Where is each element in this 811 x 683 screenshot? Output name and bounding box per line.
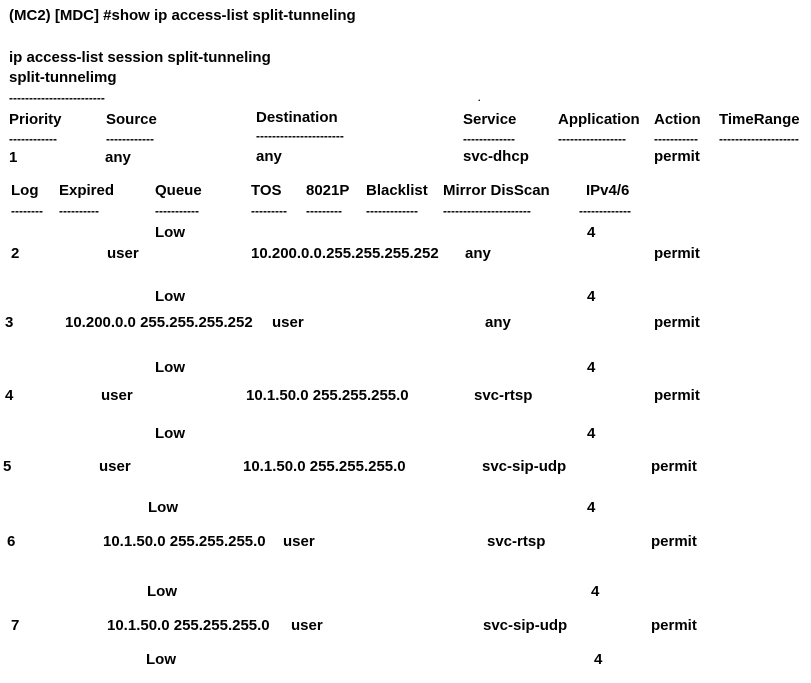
- header-expired-rule: ----------: [59, 206, 99, 216]
- header-8021p-rule: ---------: [306, 206, 342, 216]
- header-blacklist-rule: -------------: [366, 206, 418, 216]
- header-service-rule: -------------: [463, 134, 515, 144]
- row-5-service: svc-sip-udp: [482, 458, 567, 475]
- row-4-service: svc-rtsp: [474, 387, 533, 404]
- row-5-priority: 5: [3, 458, 12, 475]
- header-mirror-disscan: Mirror DisScan: [443, 182, 550, 199]
- row-6-action: permit: [651, 533, 697, 550]
- header-source: Source: [106, 111, 157, 128]
- row-5-source: user: [99, 458, 131, 475]
- row-6-destination: user: [283, 533, 315, 550]
- row-5-destination: 10.1.50.0 255.255.255.0: [243, 458, 406, 475]
- row-7-action: permit: [651, 617, 697, 634]
- row-3-action: permit: [654, 314, 700, 331]
- row-1-service: svc-dhcp: [463, 148, 529, 165]
- row-2-source: user: [107, 245, 139, 262]
- row-1-ipv: 4: [587, 224, 596, 241]
- row-7-ipv: 4: [594, 651, 603, 668]
- row-7-service: svc-sip-udp: [483, 617, 568, 634]
- header-log-rule: --------: [11, 206, 43, 216]
- header-tos-rule: ---------: [251, 206, 287, 216]
- row-4-destination: 10.1.50.0 255.255.255.0: [246, 387, 409, 404]
- header-source-rule: ------------: [106, 134, 154, 144]
- header-service: Service: [463, 111, 517, 128]
- header-priority: Priority: [9, 111, 62, 128]
- header-destination-rule: ----------------------: [256, 131, 344, 141]
- command-line: (MC2) [MDC] #show ip access-list split-tunneling: [9, 7, 356, 24]
- row-5-action: permit: [651, 458, 697, 475]
- row-7-source: 10.1.50.0 255.255.255.0: [107, 617, 270, 634]
- row-4-ipv: 4: [587, 425, 596, 442]
- row-4-action: permit: [654, 387, 700, 404]
- row-6-queue: Low: [147, 583, 177, 600]
- row-1-priority: 1: [9, 149, 18, 166]
- header-ipv: IPv4/6: [586, 182, 630, 199]
- row-7-queue: Low: [146, 651, 176, 668]
- row-7-destination: user: [291, 617, 323, 634]
- row-1-destination: any: [256, 148, 282, 165]
- header-ipv-rule: -------------: [579, 206, 631, 216]
- header-priority-rule: ------------: [9, 134, 57, 144]
- row-2-action: permit: [654, 245, 700, 262]
- row-3-destination: user: [272, 314, 304, 331]
- row-2-ipv: 4: [587, 288, 596, 305]
- row-4-priority: 4: [5, 387, 14, 404]
- row-3-ipv: 4: [587, 359, 596, 376]
- acl-name-rule: ------------------------: [9, 93, 105, 103]
- header-destination: Destination: [256, 109, 338, 126]
- row-3-source: 10.200.0.0 255.255.255.252: [65, 314, 253, 331]
- row-1-action: permit: [654, 148, 700, 165]
- row-3-priority: 3: [5, 314, 14, 331]
- header-expired: Expired: [59, 182, 115, 199]
- acl-name: split-tunnelimg: [9, 69, 117, 86]
- header-action: Action: [654, 111, 701, 128]
- row-6-priority: 6: [7, 533, 16, 550]
- row-3-queue: Low: [155, 359, 185, 376]
- acl-title: ip access-list session split-tunneling: [9, 49, 271, 66]
- header-mirror-disscan-rule: ----------------------: [443, 206, 531, 216]
- stray-dot: .: [478, 93, 481, 103]
- header-timerange-rule: --------------------: [719, 134, 799, 144]
- header-blacklist: Blacklist: [366, 182, 428, 199]
- row-4-source: user: [101, 387, 133, 404]
- header-queue: Queue: [155, 182, 202, 199]
- row-5-ipv: 4: [587, 499, 596, 516]
- header-8021p: 8021P: [306, 182, 350, 199]
- row-2-queue: Low: [155, 288, 185, 305]
- row-7-priority: 7: [11, 617, 20, 634]
- row-1-source: any: [105, 149, 131, 166]
- row-5-queue: Low: [148, 499, 178, 516]
- header-application: Application: [558, 111, 640, 128]
- row-6-source: 10.1.50.0 255.255.255.0: [103, 533, 266, 550]
- row-6-service: svc-rtsp: [487, 533, 546, 550]
- header-queue-rule: -----------: [155, 206, 199, 216]
- row-1-queue: Low: [155, 224, 185, 241]
- row-4-queue: Low: [155, 425, 185, 442]
- row-2-destination: 10.200.0.0.255.255.255.252: [251, 245, 439, 262]
- row-2-service: any: [465, 245, 491, 262]
- row-6-ipv: 4: [591, 583, 600, 600]
- header-timerange: TimeRange: [719, 111, 800, 128]
- header-action-rule: -----------: [654, 134, 698, 144]
- header-tos: TOS: [251, 182, 282, 199]
- header-application-rule: -----------------: [558, 134, 626, 144]
- row-2-priority: 2: [11, 245, 20, 262]
- header-log: Log: [11, 182, 39, 199]
- row-3-service: any: [485, 314, 511, 331]
